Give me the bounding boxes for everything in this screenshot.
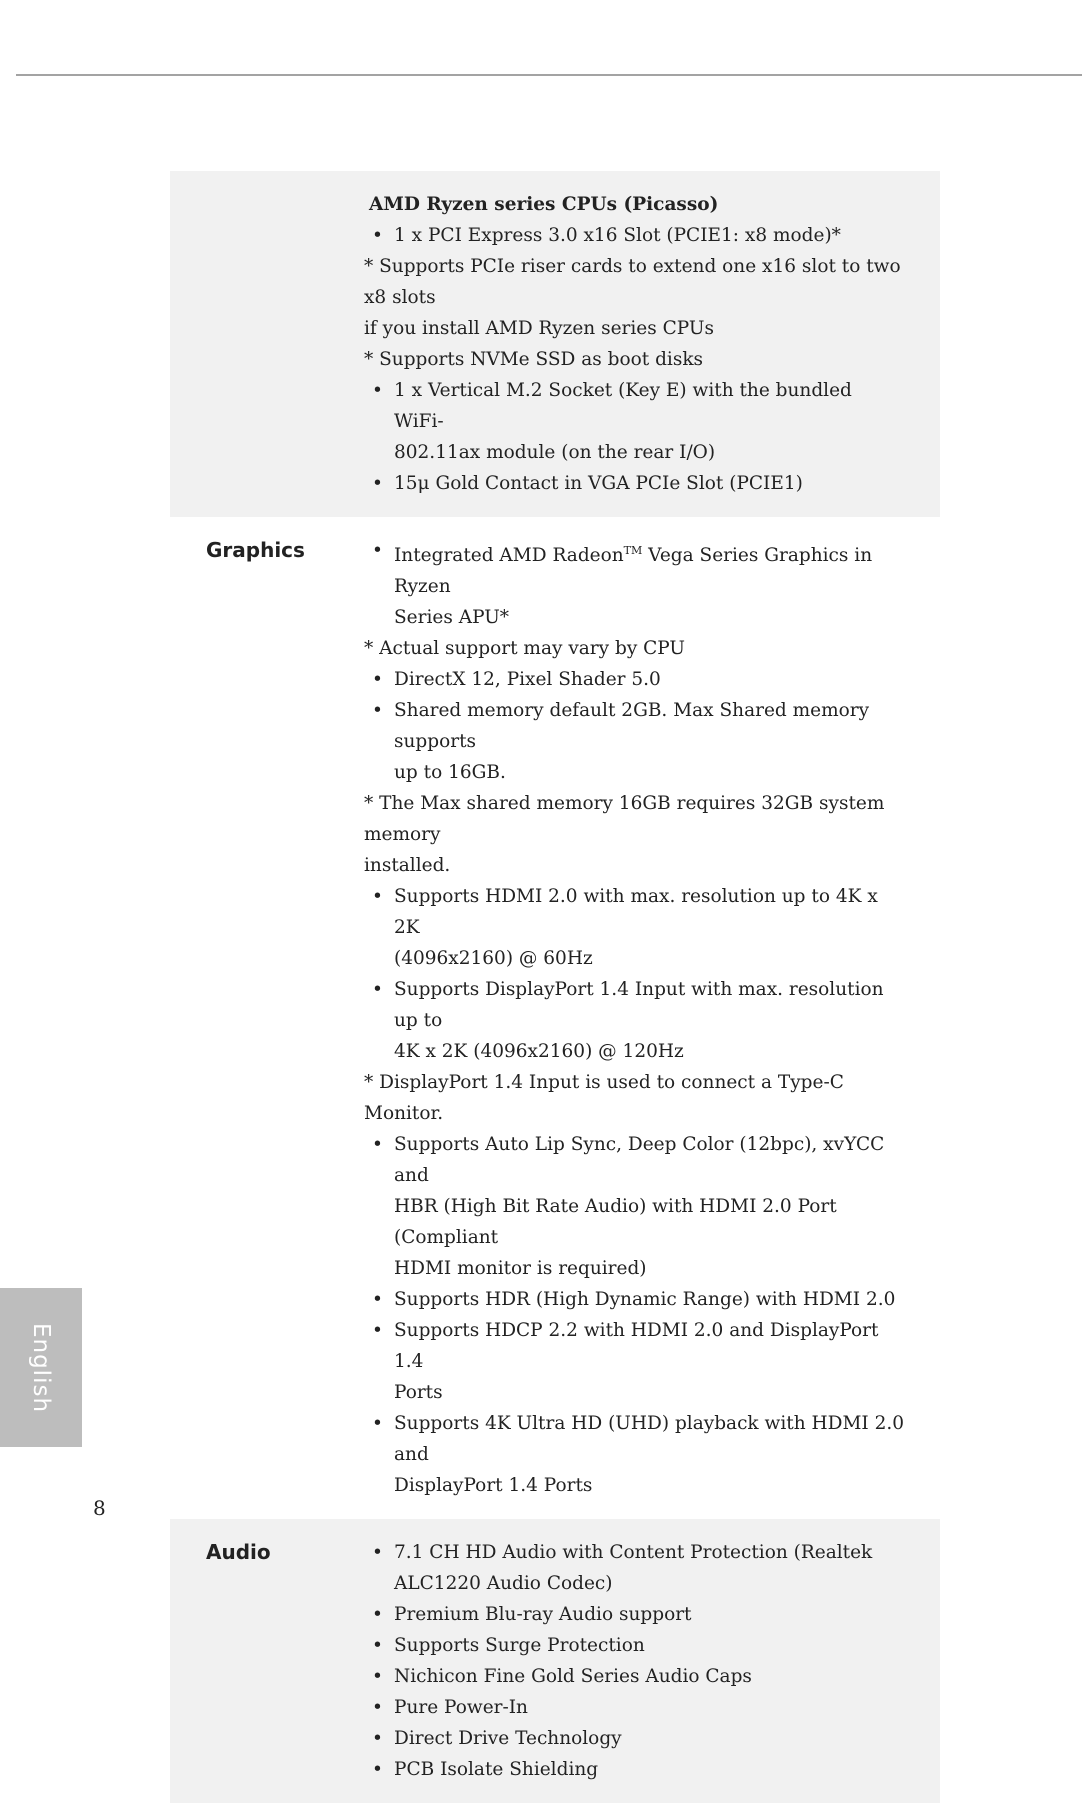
continuation-line [364, 757, 904, 788]
line-text: Supports 4K Ultra HD (UHD) playback with HDMI 2.0 and [394, 1413, 905, 1465]
bullet-line [364, 974, 904, 1036]
bullet-line [364, 1129, 904, 1191]
continuation-line [364, 943, 904, 974]
bullet-dot: • [372, 1666, 383, 1687]
audio-content [364, 1537, 904, 1785]
continuation-line [364, 1191, 904, 1253]
continuation-line [364, 1470, 904, 1501]
line-text: Premium Blu-ray Audio support [394, 1604, 692, 1625]
note-line [364, 1067, 904, 1129]
language-side-tab [0, 1288, 82, 1447]
bullet-dot: • [372, 886, 383, 907]
header-rule [16, 74, 1082, 76]
continuation-line [364, 437, 904, 468]
bullet-line [364, 695, 904, 757]
line-text: 1 x Vertical M.2 Socket (Key E) with the bundled WiFi- [394, 380, 852, 432]
line-text: Nichicon Fine Gold Series Audio Caps [394, 1666, 752, 1687]
spec-row-audio [170, 1519, 940, 1803]
bullet-line [364, 375, 904, 437]
line-text: 4K x 2K (4096x2160) @ 120Hz [394, 1041, 684, 1062]
bullet-dot: • [372, 473, 383, 494]
line-text: (4096x2160) @ 60Hz [394, 948, 593, 969]
bullet-dot: • [372, 1759, 383, 1780]
bullet-line [364, 881, 904, 943]
bullet-line [364, 1661, 904, 1692]
note-line [364, 251, 904, 313]
continuation-line [364, 1568, 904, 1599]
page-number: 8 [93, 1496, 106, 1520]
graphics-label: Graphics [206, 538, 305, 562]
line-text: PCB Isolate Shielding [394, 1759, 599, 1780]
bullet-dot: • [372, 1413, 383, 1434]
line-text: HBR (High Bit Rate Audio) with HDMI 2.0 Port (Compliant [394, 1196, 837, 1248]
line-text: Shared memory default 2GB. Max Shared memory supports [394, 700, 870, 752]
line-text: installed. [364, 855, 451, 876]
bullet-dot: • [372, 1728, 383, 1749]
continuation-line [364, 1377, 904, 1408]
line-text: Ports [394, 1382, 443, 1403]
line-text: 15μ Gold Contact in VGA PCIe Slot (PCIE1) [394, 473, 803, 494]
bullet-dot: • [372, 1604, 383, 1625]
bullet-line [364, 664, 904, 695]
bullet-line [364, 1754, 904, 1785]
line-text: 1 x PCI Express 3.0 x16 Slot (PCIE1: x8 mode)* [394, 225, 841, 246]
bullet-line [364, 1284, 904, 1315]
bullet-line [364, 1692, 904, 1723]
line-text: * DisplayPort 1.4 Input is used to connect a Type-C Monitor. [364, 1072, 844, 1124]
line-text: Series APU* [394, 607, 510, 628]
line-text: Supports HDMI 2.0 with max. resolution up to 4K x 2K [394, 886, 878, 938]
line-text: DirectX 12, Pixel Shader 5.0 [394, 669, 661, 690]
bullet-dot: • [372, 1289, 383, 1310]
bullet-dot: • [372, 700, 383, 721]
note-line [364, 344, 904, 375]
line-text: * Actual support may vary by CPU [364, 638, 686, 659]
line-text: ALC1220 Audio Codec) [394, 1573, 613, 1594]
language-label: English [28, 1322, 54, 1413]
line-text: DisplayPort 1.4 Ports [394, 1475, 593, 1496]
line-text: 802.11ax module (on the rear I/O) [394, 442, 716, 463]
line-text: Supports HDCP 2.2 with HDMI 2.0 and DisplayPort 1.4 [394, 1320, 879, 1372]
bullet-line [364, 468, 904, 499]
line-text: Supports Auto Lip Sync, Deep Color (12bpc), xvYCC and [394, 1134, 885, 1186]
note-line [364, 788, 904, 850]
spec-table [170, 171, 940, 1803]
bullet-line [364, 1630, 904, 1661]
trademark-superscript: TM [623, 544, 643, 557]
bullet-dot: • [372, 1542, 383, 1563]
line-text: Supports DisplayPort 1.4 Input with max. resolution up to [394, 979, 884, 1031]
spec-row-expansion [170, 171, 940, 517]
radeon-text-rest: Vega Series Graphics in Ryzen [394, 545, 873, 597]
line-text: * Supports NVMe SSD as boot disks [364, 349, 704, 370]
line-text: Supports Surge Protection [394, 1635, 645, 1656]
bullet-dot: • [372, 380, 383, 401]
line-text: * The Max shared memory 16GB requires 32GB system memory [364, 793, 885, 845]
line-text: HDMI monitor is required) [394, 1258, 647, 1279]
line-text: Direct Drive Technology [394, 1728, 622, 1749]
cpu-subheading: AMD Ryzen series CPUs (Picasso) [369, 194, 719, 215]
bullet-line [364, 1723, 904, 1754]
bullet-line [364, 1599, 904, 1630]
graphics-content [364, 535, 904, 1501]
line-text: if you install AMD Ryzen series CPUs [364, 318, 714, 339]
bullet-line [364, 1315, 904, 1377]
note-line [364, 850, 904, 881]
radeon-text: Integrated AMD Radeon [394, 545, 624, 566]
bullet-dot: • [372, 1635, 383, 1656]
expansion-content [364, 189, 904, 499]
note-line [364, 313, 904, 344]
audio-label: Audio [206, 1540, 271, 1564]
bullet-line [364, 535, 904, 602]
bullet-line [364, 220, 904, 251]
line-text: Pure Power-In [394, 1697, 528, 1718]
bullet-dot: • [372, 1134, 383, 1155]
line-text: * Supports PCIe riser cards to extend one x16 slot to two x8 slots [364, 256, 901, 308]
bullet-line [364, 1408, 904, 1470]
bullet-dot: • [372, 979, 383, 1000]
bullet-line [364, 1537, 904, 1568]
continuation-line [364, 602, 904, 633]
bullet-dot: • [372, 225, 383, 246]
continuation-line [364, 1036, 904, 1067]
line-text: Supports HDR (High Dynamic Range) with HDMI 2.0 [394, 1289, 896, 1310]
bullet-dot: • [372, 669, 383, 690]
line-text: 7.1 CH HD Audio with Content Protection (Realtek [394, 1542, 873, 1563]
bullet-dot: • [372, 540, 383, 561]
line-text: up to 16GB. [394, 762, 506, 783]
bullet-dot: • [372, 1697, 383, 1718]
spec-row-graphics [170, 517, 940, 1519]
continuation-line [364, 1253, 904, 1284]
note-line [364, 633, 904, 664]
bullet-dot: • [372, 1320, 383, 1341]
